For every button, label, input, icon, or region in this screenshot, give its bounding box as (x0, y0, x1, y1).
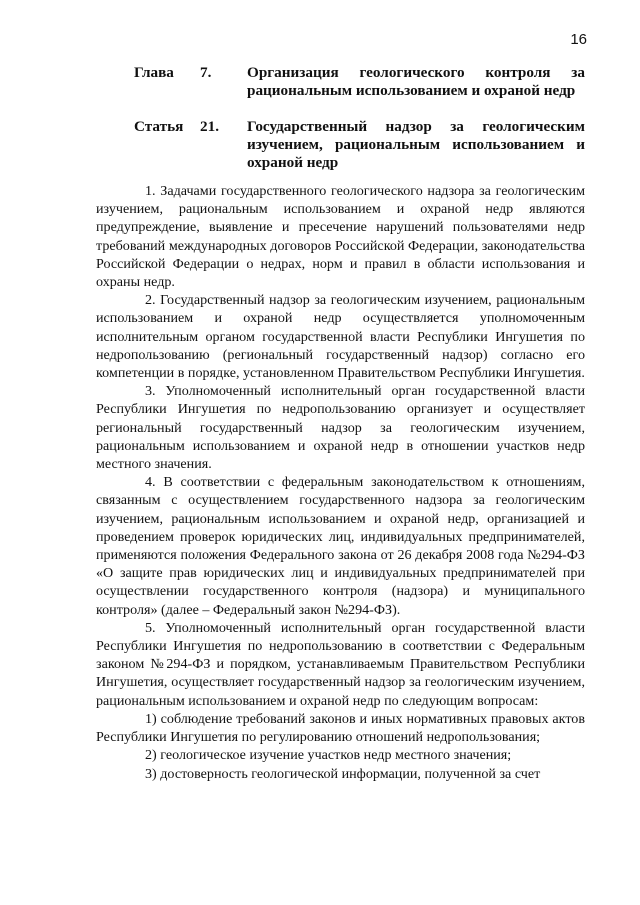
chapter-heading (134, 64, 585, 100)
page-number: 16 (570, 31, 587, 48)
chapter-label: Глава (134, 64, 174, 81)
list-item-3: 3) достоверность геологической информации, полученной за счет (145, 765, 541, 782)
article-title: Государственный надзор за геологическим изучением, рациональным использованием и охраной недр (247, 118, 585, 171)
article-number: 21. (200, 118, 219, 135)
article-label: Статья (134, 118, 184, 135)
list-item-1: 1) соблюдение требований законов и иных нормативных правовых актов Республики Ингушетия по регулированию отношений недропользования; (96, 710, 585, 746)
chapter-title: Организация геологического контроля за рациональным использованием и охраной недр (247, 64, 585, 99)
paragraph-5: 5. Уполномоченный исполнительный орган государственной власти Республики Ингушетия по недропользованию в соответствии с Федеральным законом №294-ФЗ и порядком, устанавливаемым Правительством Республики Ингушетия, осуществляет государственный надзор за геологическим изучением, рациональным использованием и охраной недр по следующим вопросам: (96, 619, 585, 709)
paragraph-1: 1. Задачами государственного геологического надзора за геологическим изучением, рациональным использованием и охраной недр являются предупреждение, выявление и пресечение нарушений пользователями недр требований международных договоров Российской Федерации, законодательства Российской Федерации о недрах, норм и правил в области использования и охраны недр. (96, 183, 585, 291)
paragraph-4: 4. В соответствии с федеральным законодательством к отношениям, связанным с осуществлением государственного надзора за геологическим изучением, рациональным использованием и охраной недр, организацией и проведением проверок юридических лиц, индивидуальных предпринимателей, применяются положения Федерального закона от 26 декабря 2008 года №294-ФЗ «О защите прав юридических лиц и индивидуальных предпринимателей при осуществлении государственного контроля (надзора) и муниципального контроля» (далее – Федеральный закон №294-ФЗ). (96, 474, 585, 618)
paragraph-3: 3. Уполномоченный исполнительный орган государственной власти Республики Ингушетия по недропользованию организует и осуществляет региональный государственный надзор за геологическим изучением, рациональным использованием и охраной недр в отношении участков недр местного значения. (96, 383, 585, 473)
article-body (96, 182, 585, 783)
article-heading (134, 118, 585, 172)
chapter-number: 7. (200, 64, 212, 81)
paragraph-2: 2. Государственный надзор за геологическим изучением, рациональным использованием и охраной недр осуществляется уполномоченным исполнительным органом государственной власти Республики Ингушетия по недропользованию (региональный государственный надзор) согласно его компетенции в порядке, установленном Правительством Республики Ингушетия. (96, 292, 585, 382)
list-item-2: 2) геологическое изучение участков недр местного значения; (145, 747, 512, 764)
